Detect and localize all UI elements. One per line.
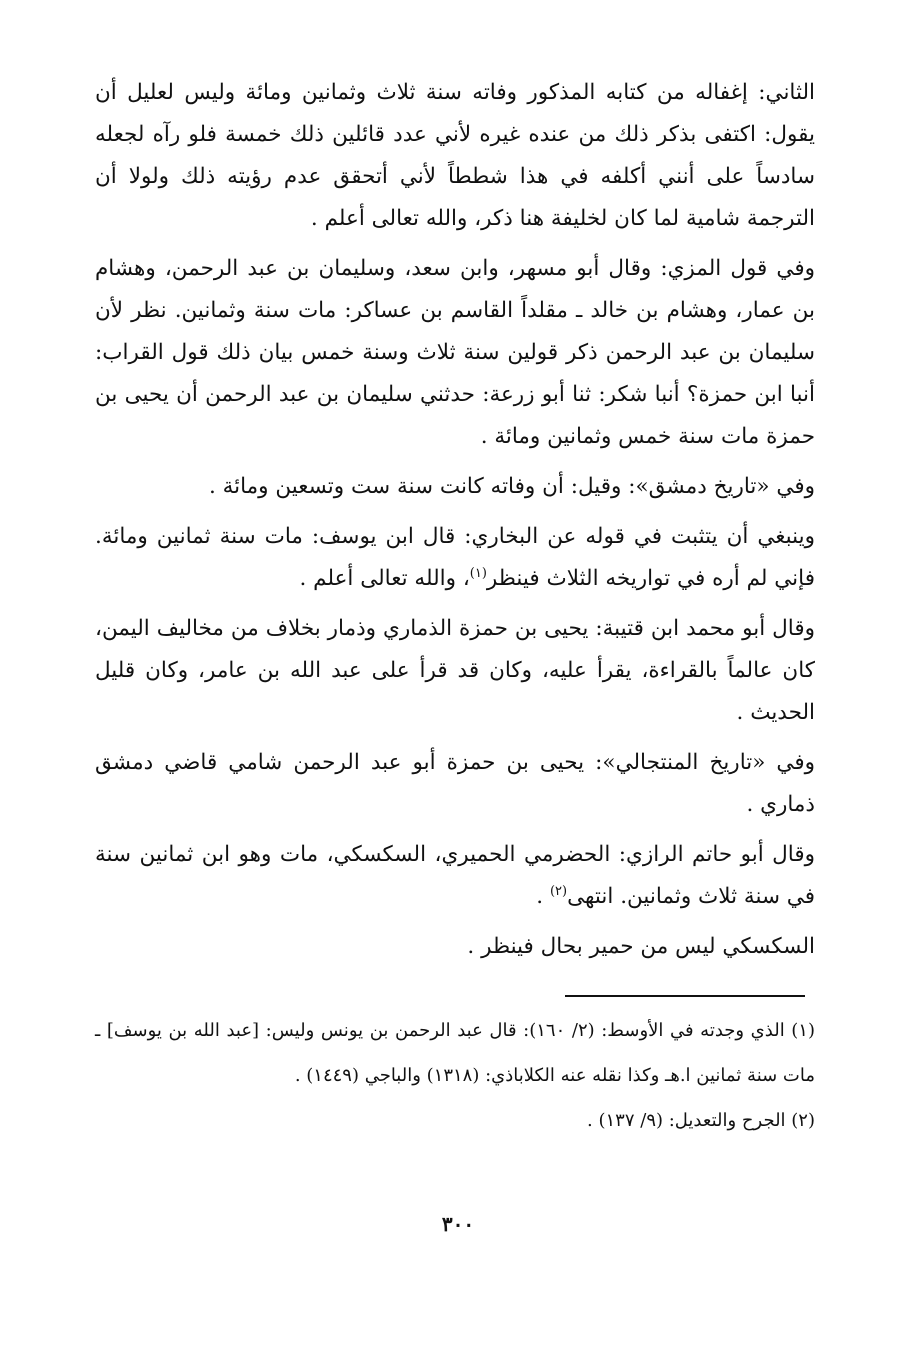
paragraph-2: وفي قول المزي: وقال أبو مسهر، وابن سعد، وسليمان بن عبد الرحمن، وهشام بن عمار، وهشام بن خالد ـ مقلداً القاسم بن عساكر: مات سنة وثمانين. نظر لأن سليمان بن عبد الرحمن ذكر قولين سنة ثلاث وسنة خمس بيان ذلك قول القراب: أنبا ابن حمزة؟ أنبا شكر: ثنا أبو زرعة: حدثني سليمان بن عبد الرحمن أن يحيى بن حمزة مات سنة خمس وثمانين ومائة . bbox=[95, 256, 815, 449]
paragraph-4-text: وينبغي أن يتثبت في قوله عن البخاري: قال ابن يوسف: مات سنة ثمانين ومائة. فإني لم أره في تواريخه الثلاث فينظر bbox=[95, 524, 815, 591]
footnote-2: (٢) الجرح والتعديل: (٩/ ١٣٧) . bbox=[587, 1110, 815, 1131]
paragraph-4 bbox=[95, 516, 815, 600]
paragraph-7 bbox=[95, 834, 815, 918]
paragraph-4-tail: ، والله تعالى أعلم . bbox=[299, 566, 470, 591]
page-number: ٣٠٠ bbox=[441, 1212, 475, 1236]
footnotes bbox=[95, 1008, 815, 1143]
footnote-marker-1: (١) bbox=[469, 565, 487, 581]
paragraph-7-tail: . bbox=[536, 884, 550, 909]
main-text bbox=[95, 72, 815, 976]
paragraph-8: السكسكي ليس من حمير بحال فينظر . bbox=[467, 934, 815, 959]
paragraph-3: وفي «تاريخ دمشق»: وقيل: أن وفاته كانت سنة ست وتسعين ومائة . bbox=[208, 474, 815, 499]
footnote-divider bbox=[565, 995, 805, 997]
paragraph-5: وقال أبو محمد ابن قتيبة: يحيى بن حمزة الذماري وذمار بخلاف من مخاليف اليمن، كان عالماً بالقراءة، يقرأ عليه، وكان قد قرأ على عبد الله بن عامر، وكان قليل الحديث . bbox=[95, 616, 815, 725]
paragraph-1: الثاني: إغفاله من كتابه المذكور وفاته سنة ثلاث وثمانين ومائة وليس لعليل أن يقول: اكتفى بذكر ذلك من عنده غيره لأني عدد قائلين ذلك خمسة فلو رآه لجعله سادساً على أنني أكلفه في هذا شططاً لأني أتحقق عدم رؤيته ذلك ولولا أن الترجمة شامية لما كان لخليفة هنا ذكر، والله تعالى أعلم . bbox=[95, 80, 815, 231]
footnote-marker-2: (٢) bbox=[549, 883, 568, 899]
paragraph-7-text: وقال أبو حاتم الرازي: الحضرمي الحميري، السكسكي، مات وهو ابن ثمانين سنة في سنة ثلاث وثمانين. انتهى bbox=[95, 842, 815, 909]
paragraph-6: وفي «تاريخ المنتجالي»: يحيى بن حمزة أبو عبد الرحمن شامي قاضي دمشق ذماري . bbox=[95, 750, 815, 817]
footnote-1: (١) الذي وجدته في الأوسط: (٢/ ١٦٠): قال عبد الرحمن بن يونس وليس: [عبد الله بن يوسف] ـ مات سنة ثمانين ا.هـ وكذا نقله عنه الكلاباذي: (١٣١٨) والباجي (١٤٤٩) . bbox=[95, 1020, 815, 1086]
